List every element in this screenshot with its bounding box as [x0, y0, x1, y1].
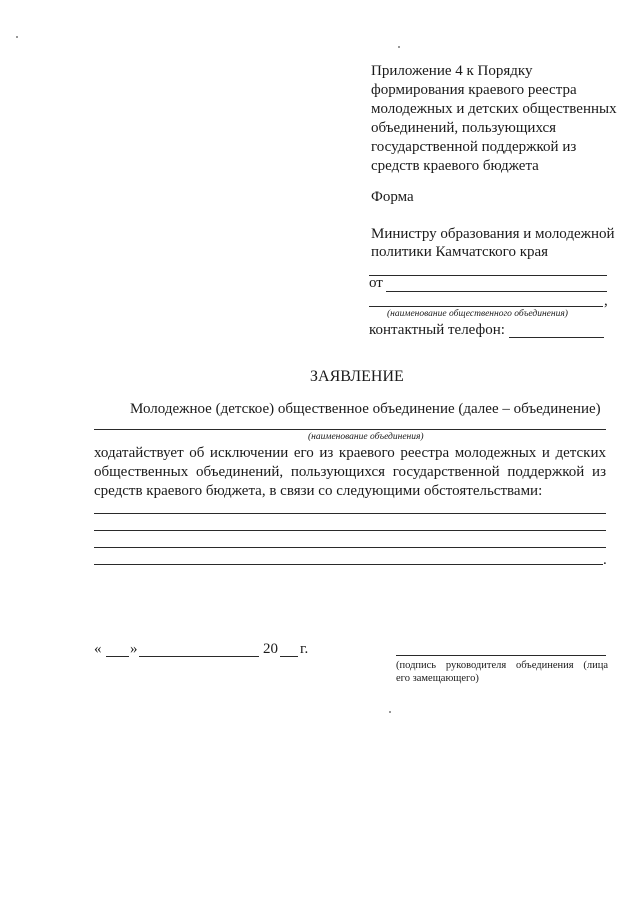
appendix-line: государственной поддержкой из — [371, 139, 577, 155]
appendix-line: объединений, пользующихся — [371, 120, 557, 136]
reason-blank-line — [94, 564, 603, 565]
addressee-line: Министру образования и молодежной — [371, 226, 615, 242]
organization-name-caption: (наименование объединения) — [308, 432, 424, 442]
scan-speck — [16, 36, 18, 38]
org-line-comma: , — [604, 293, 608, 309]
reason-blank-line — [94, 547, 606, 548]
from-label: от — [369, 275, 383, 291]
signature-caption: (подпись руководителя объединения (лица — [396, 660, 608, 671]
paragraph-line: общественных объединений, пользующихся государственной поддержкой из — [94, 464, 606, 480]
from-blank-line — [386, 291, 607, 292]
date-close-quote: » — [130, 641, 138, 657]
addressee-blank-line — [369, 275, 607, 276]
scan-speck — [389, 711, 391, 713]
month-blank-line — [139, 656, 259, 657]
form-label: Форма — [371, 189, 414, 205]
signature-blank-line — [396, 655, 606, 656]
date-open-quote: « — [94, 641, 102, 657]
document-title: ЗАЯВЛЕНИЕ — [310, 368, 404, 385]
appendix-line: молодежных и детских общественных — [371, 101, 617, 117]
organization-name-line — [94, 429, 606, 430]
reason-end-dot: . — [603, 552, 607, 568]
paragraph-line: ходатайствует об исключении его из краевого реестра молодежных и детских — [94, 445, 606, 461]
year-blank-line — [280, 656, 298, 657]
paragraph-line: средств краевого бюджета, в связи со следующими обстоятельствами: — [94, 483, 543, 499]
year-prefix: 20 — [263, 641, 278, 657]
scan-speck — [398, 46, 400, 48]
phone-label: контактный телефон: — [369, 322, 505, 338]
year-suffix: г. — [300, 641, 309, 657]
phone-blank-line — [509, 337, 604, 338]
org-caption: (наименование общественного объединения) — [387, 309, 568, 319]
appendix-line: средств краевого бюджета — [371, 158, 539, 174]
addressee-line: политики Камчатского края — [371, 244, 549, 260]
reason-blank-line — [94, 530, 606, 531]
day-blank-line — [106, 656, 129, 657]
org-name-blank-line — [369, 306, 603, 307]
appendix-line: формирования краевого реестра — [371, 82, 577, 98]
appendix-line: Приложение 4 к Порядку — [371, 63, 533, 79]
reason-blank-line — [94, 513, 606, 514]
intro-text: Молодежное (детское) общественное объединение (далее – объединение) — [130, 401, 601, 417]
signature-caption: его замещающего) — [396, 673, 479, 684]
